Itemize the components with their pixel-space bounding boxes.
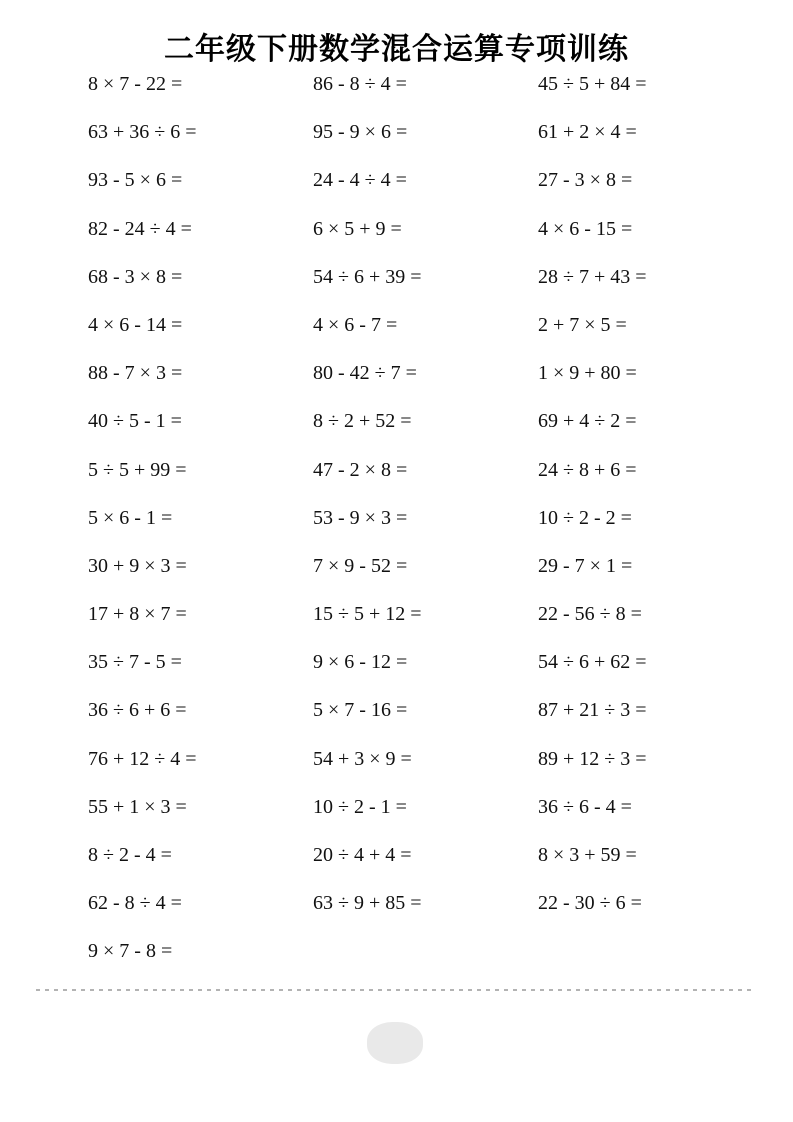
math-problem: 54 + 3 × 9 = [313, 747, 412, 770]
math-problem: 4 × 6 - 15 = [538, 217, 633, 240]
math-problem: 54 ÷ 6 + 62 = [538, 651, 647, 674]
page-thumbnail-blob [367, 1022, 423, 1064]
math-problem: 22 - 30 ÷ 6 = [538, 892, 642, 915]
math-problem: 69 + 4 ÷ 2 = [538, 410, 637, 433]
math-problem: 9 × 7 - 8 = [88, 940, 173, 963]
math-problem: 9 × 6 - 12 = [313, 651, 408, 674]
math-problem: 88 - 7 × 3 = [88, 362, 183, 385]
math-problem: 7 × 9 - 52 = [313, 554, 408, 577]
math-problem: 89 + 12 ÷ 3 = [538, 747, 647, 770]
math-problem: 36 ÷ 6 - 4 = [538, 795, 632, 818]
math-problem: 35 ÷ 7 - 5 = [88, 651, 182, 674]
math-problem: 10 ÷ 2 - 2 = [538, 506, 632, 529]
math-problem: 22 - 56 ÷ 8 = [538, 603, 642, 626]
math-problem: 76 + 12 ÷ 4 = [88, 747, 197, 770]
math-problem: 29 - 7 × 1 = [538, 554, 633, 577]
problems-column-3 [538, 60, 763, 927]
math-problem: 63 + 36 ÷ 6 = [88, 121, 197, 144]
math-problem: 45 ÷ 5 + 84 = [538, 73, 647, 95]
math-problem: 15 ÷ 5 + 12 = [313, 603, 422, 626]
math-problem: 63 ÷ 9 + 85 = [313, 892, 422, 915]
math-problem: 4 × 6 - 7 = [313, 313, 398, 336]
math-problem: 5 × 7 - 16 = [313, 699, 408, 722]
math-problem: 86 - 8 ÷ 4 = [313, 73, 407, 95]
math-problem: 24 - 4 ÷ 4 = [313, 169, 407, 192]
math-problem: 80 - 42 ÷ 7 = [313, 362, 417, 385]
page-break-divider [36, 989, 756, 991]
math-problem: 27 - 3 × 8 = [538, 169, 633, 192]
math-problem: 54 ÷ 6 + 39 = [313, 265, 422, 288]
math-problem: 17 + 8 × 7 = [88, 603, 187, 626]
math-problem: 68 - 3 × 8 = [88, 265, 183, 288]
math-problem: 24 ÷ 8 + 6 = [538, 458, 637, 481]
math-problem: 30 + 9 × 3 = [88, 554, 187, 577]
math-problem: 93 - 5 × 6 = [88, 169, 183, 192]
math-problem: 8 × 3 + 59 = [538, 844, 637, 866]
math-problem: 6 × 5 + 9 = [313, 217, 402, 240]
math-problem: 53 - 9 × 3 = [313, 506, 408, 529]
math-problem: 82 - 24 ÷ 4 = [88, 217, 192, 240]
math-problem: 95 - 9 × 6 = [313, 121, 408, 144]
math-problem: 55 + 1 × 3 = [88, 795, 187, 818]
problems-column-2 [313, 60, 538, 927]
page-title: 二年级下册数学混合运算专项训练 [164, 33, 629, 66]
math-problem: 20 ÷ 4 + 4 = [313, 844, 412, 866]
math-problem: 5 ÷ 5 + 99 = [88, 458, 187, 481]
math-problem: 10 ÷ 2 - 1 = [313, 795, 407, 818]
math-problem: 87 + 21 ÷ 3 = [538, 699, 647, 722]
math-problem: 2 + 7 × 5 = [538, 313, 627, 336]
math-problem: 28 ÷ 7 + 43 = [538, 265, 647, 288]
math-problem: 1 × 9 + 80 = [538, 362, 637, 385]
math-problem: 40 ÷ 5 - 1 = [88, 410, 182, 433]
math-problem: 47 - 2 × 8 = [313, 458, 408, 481]
math-problem: 5 × 6 - 1 = [88, 506, 173, 529]
math-problem: 4 × 6 - 14 = [88, 313, 183, 336]
problems-column-1 [88, 60, 313, 976]
math-problem: 8 ÷ 2 + 52 = [313, 410, 412, 433]
math-problem: 8 ÷ 2 - 4 = [88, 844, 172, 866]
math-problem: 8 × 7 - 22 = [88, 73, 183, 95]
math-problem: 62 - 8 ÷ 4 = [88, 892, 182, 915]
math-problem: 61 + 2 × 4 = [538, 121, 637, 144]
math-problem: 36 ÷ 6 + 6 = [88, 699, 187, 722]
